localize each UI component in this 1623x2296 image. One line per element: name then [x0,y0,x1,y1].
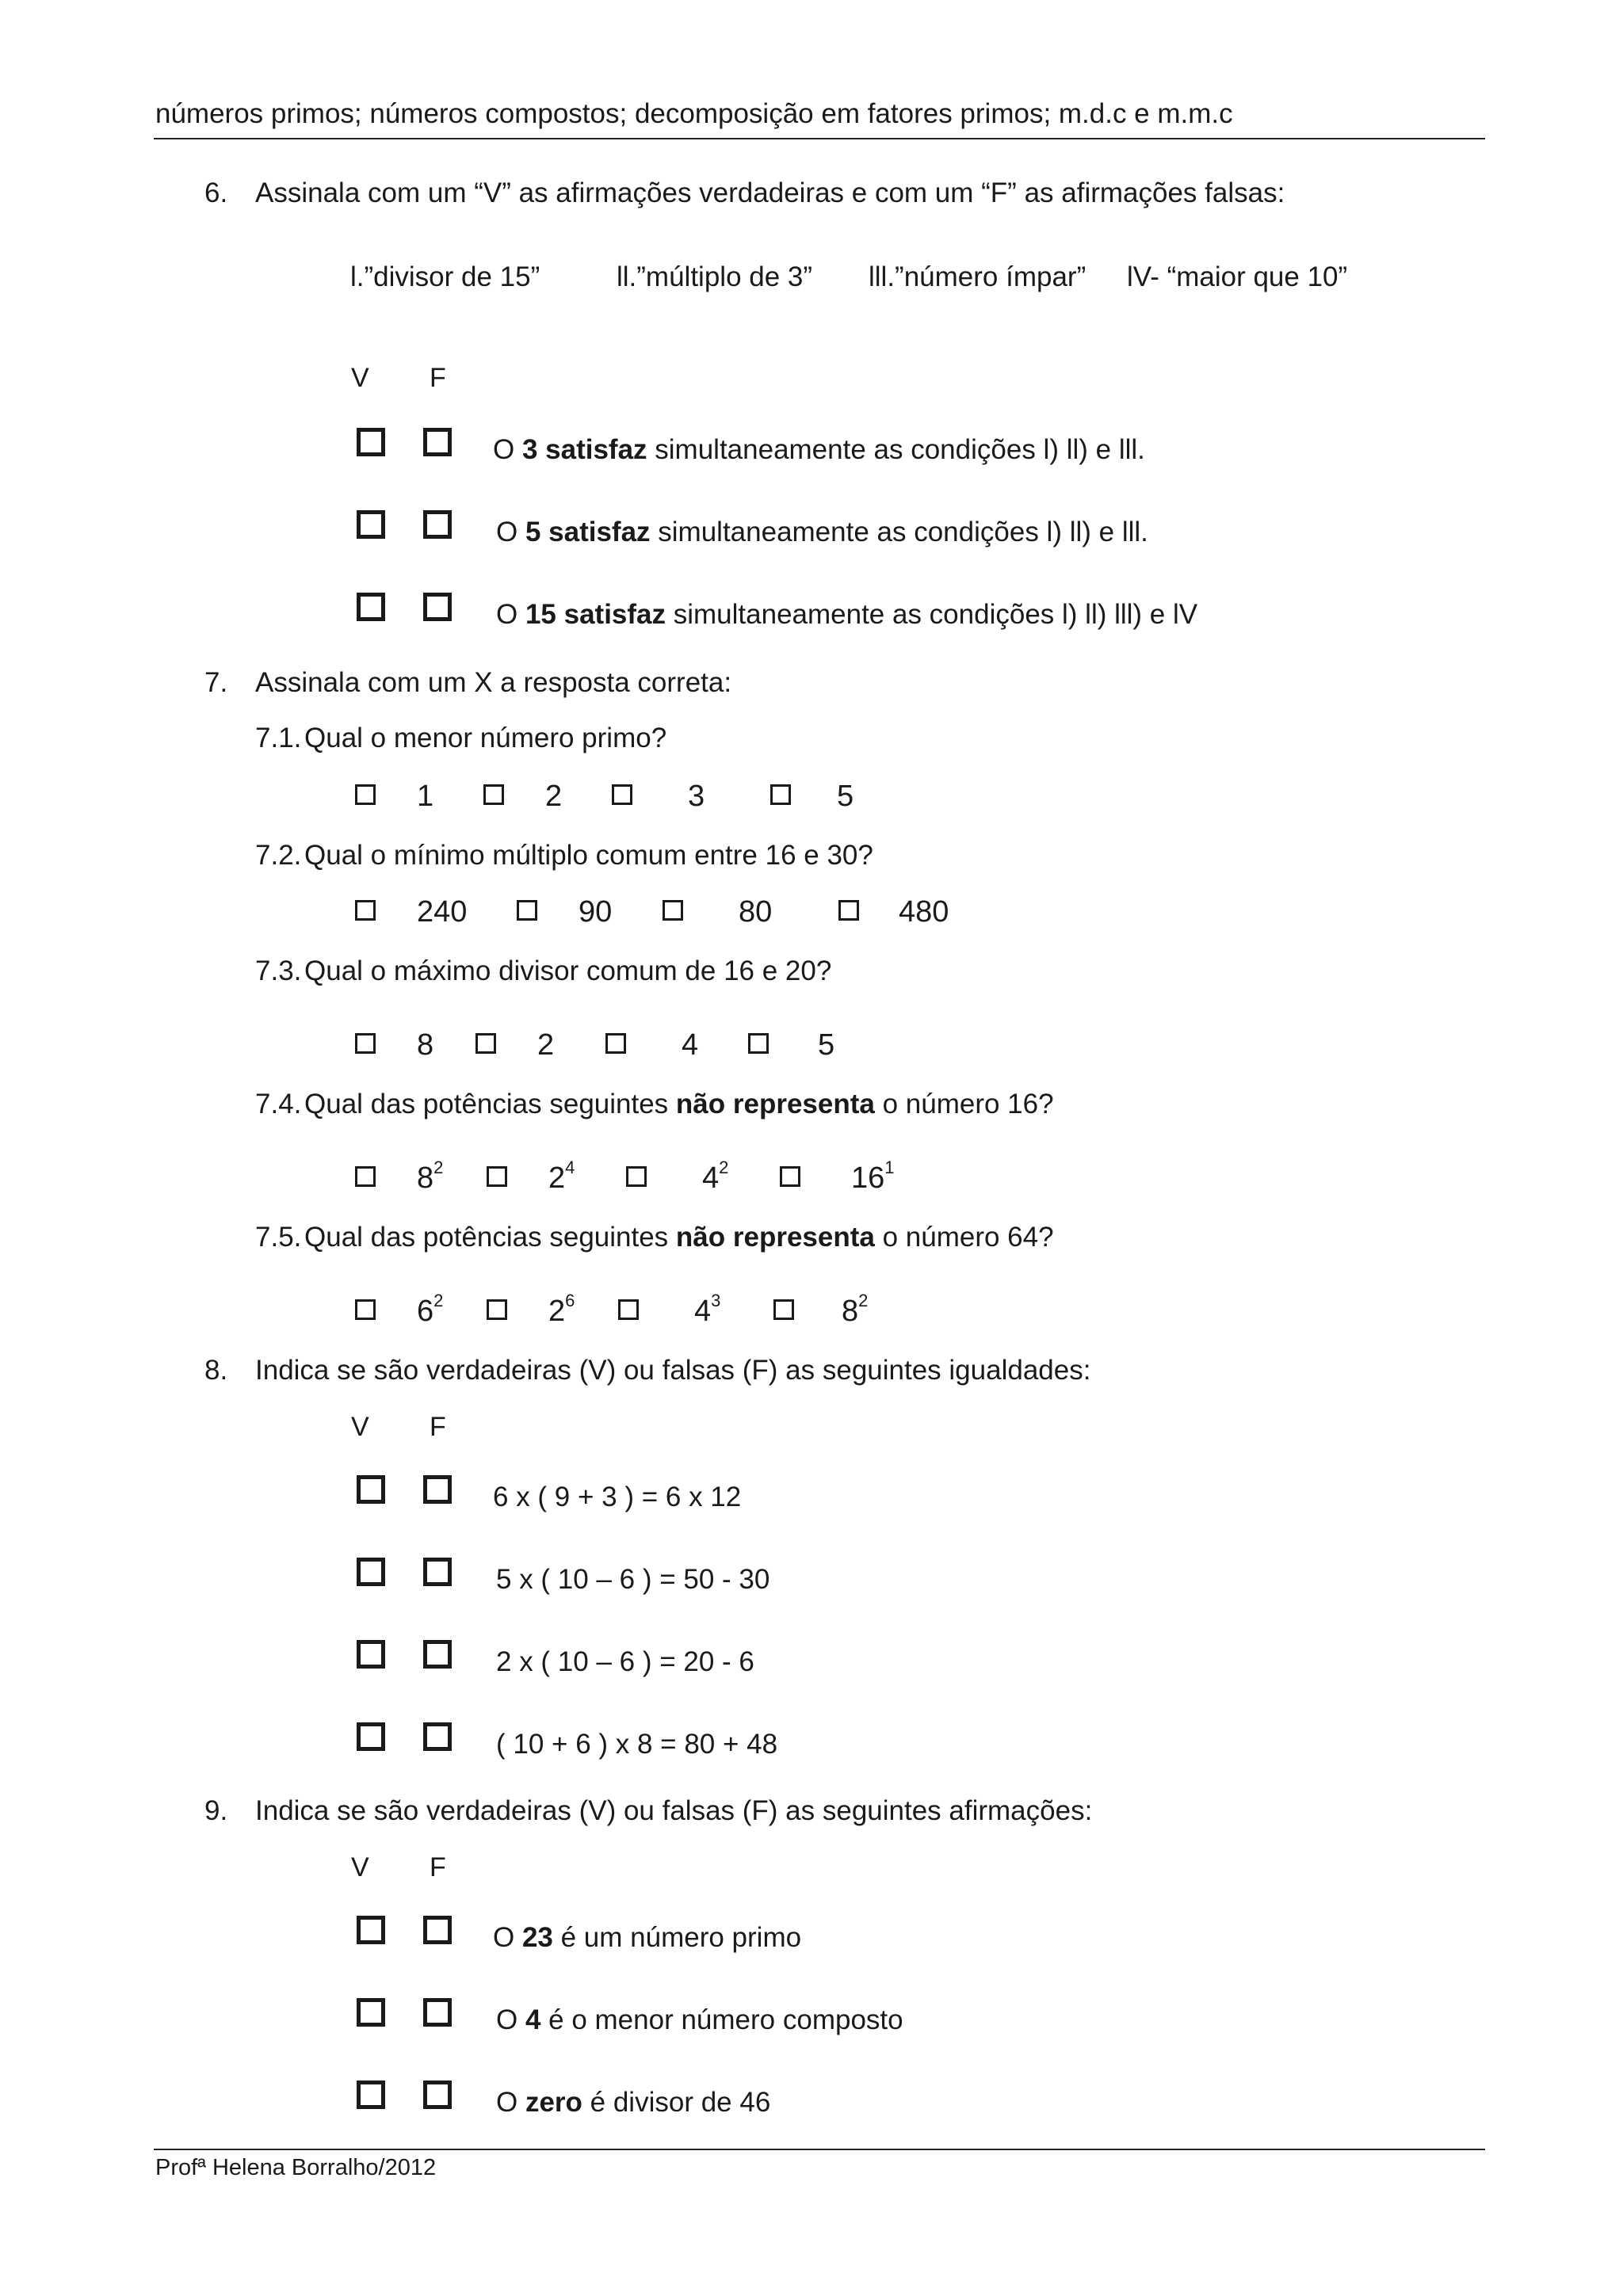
q7-3-option-3-checkbox[interactable] [605,1033,626,1054]
q9-statement-2: O 4 é o menor número composto [496,2004,903,2035]
q9-s3-f-checkbox[interactable] [423,2081,452,2109]
q7-1-option-2: 2 [545,780,563,813]
q7-4-option-2: $2^4$ [548,1158,575,1195]
q7-4-option-1-checkbox[interactable] [355,1166,376,1187]
q7-5-option-2: $2^6$ [548,1291,575,1328]
q9-statement-1: O 23 é um número primo [493,1922,802,1953]
q7-1-option-3: 3 [688,780,705,813]
q7-5-option-1: $6^2$ [417,1291,444,1328]
q6-text: Assinala com um “V” as afirmações verdadeiras e com um “F” as afirmações falsas: [255,177,1285,208]
q7-1-option-3-checkbox[interactable] [612,784,632,805]
q7-3-question: Qual o máximo divisor comum de 16 e 20? [304,955,832,986]
q6-s3-v-checkbox[interactable] [357,593,385,621]
q7-4-number: 7.4. [255,1089,302,1119]
q7-2-option-1-checkbox[interactable] [355,900,376,921]
q6-v-label: V [351,363,369,393]
q7-text: Assinala com um X a resposta correta: [255,667,732,698]
q7-5-option-3-checkbox[interactable] [618,1299,639,1320]
q6-s1-f-checkbox[interactable] [423,428,452,456]
q7-1-number: 7.1. [255,723,302,753]
q9-s2-v-checkbox[interactable] [357,1998,385,2027]
q7-number: 7. [204,667,228,698]
q7-2-option-1: 240 [417,895,468,929]
footer-rule [154,2149,1485,2150]
q8-statement-3: 2 x ( 10 – 6 ) = 20 - 6 [496,1646,754,1677]
q7-3-option-2-checkbox[interactable] [475,1033,496,1054]
q7-3-option-4: 5 [818,1028,835,1062]
q6-s2-f-checkbox[interactable] [423,510,452,539]
q8-statement-4: ( 10 + 6 ) x 8 = 80 + 48 [496,1729,778,1760]
q7-5-option-2-checkbox[interactable] [487,1299,507,1320]
q7-4-option-4-checkbox[interactable] [780,1166,800,1187]
q8-s2-f-checkbox[interactable] [423,1558,452,1586]
q9-v-label: V [351,1852,369,1882]
q8-statement-2: 5 x ( 10 – 6 ) = 50 - 30 [496,1564,770,1595]
q7-2-option-4: 480 [899,895,949,929]
q8-f-label: F [430,1412,446,1442]
q8-text: Indica se são verdadeiras (V) ou falsas (F) as seguintes igualdades: [255,1355,1091,1386]
q9-f-label: F [430,1852,446,1882]
q7-1-option-4: 5 [837,780,854,813]
q8-s4-f-checkbox[interactable] [423,1722,452,1751]
q7-4-option-4: $16^1$ [851,1158,895,1195]
q6-statement-3: O 15 satisfaz simultaneamente as condições l) ll) lll) e lV [496,599,1198,630]
q7-2-option-3-checkbox[interactable] [663,900,683,921]
q7-3-option-3: 4 [682,1028,699,1062]
q8-s2-v-checkbox[interactable] [357,1558,385,1586]
q7-4-option-1: $8^2$ [417,1158,444,1195]
q6-s1-v-checkbox[interactable] [357,428,385,456]
q8-statement-1: 6 x ( 9 + 3 ) = 6 x 12 [493,1482,742,1512]
header-title: números primos; números compostos; decomposição em fatores primos; m.d.c e m.m.c [155,98,1233,129]
q7-2-option-2: 90 [579,895,613,929]
q7-1-option-4-checkbox[interactable] [770,784,791,805]
q7-4-option-2-checkbox[interactable] [487,1166,507,1187]
q6-condition-3: lll.”número ímpar” [869,261,1086,292]
q7-2-number: 7.2. [255,840,302,871]
q7-4-option-3: $4^2$ [702,1158,729,1195]
q7-5-option-3: $4^3$ [694,1291,721,1328]
q7-5-number: 7.5. [255,1222,302,1253]
q9-s1-f-checkbox[interactable] [423,1916,452,1944]
q6-s2-v-checkbox[interactable] [357,510,385,539]
q9-s1-v-checkbox[interactable] [357,1916,385,1944]
q7-5-option-1-checkbox[interactable] [355,1299,376,1320]
q6-statement-1: O 3 satisfaz simultaneamente as condições l) ll) e lll. [493,434,1145,465]
q7-4-option-3-checkbox[interactable] [626,1166,647,1187]
q7-3-option-1-checkbox[interactable] [355,1033,376,1054]
q7-3-option-2: 2 [537,1028,555,1062]
q6-number: 6. [204,177,228,208]
q8-s1-v-checkbox[interactable] [357,1475,385,1504]
q9-s3-v-checkbox[interactable] [357,2081,385,2109]
q7-1-question: Qual o menor número primo? [304,723,667,753]
header-rule [154,138,1485,139]
q8-number: 8. [204,1355,228,1386]
q6-f-label: F [430,363,446,393]
q8-s3-f-checkbox[interactable] [423,1640,452,1669]
footer-author: Profª Helena Borralho/2012 [155,2155,437,2180]
q6-statement-2: O 5 satisfaz simultaneamente as condições l) ll) e lll. [496,517,1148,547]
q8-s3-v-checkbox[interactable] [357,1640,385,1669]
q7-1-option-1: 1 [417,780,434,813]
q8-v-label: V [351,1412,369,1442]
q7-3-number: 7.3. [255,955,302,986]
q6-condition-1: l.”divisor de 15” [350,261,540,292]
q7-5-question: Qual das potências seguintes não representa o número 64? [304,1222,1054,1253]
q9-statement-3: O zero é divisor de 46 [496,2087,771,2118]
q6-condition-4: lV- “maior que 10” [1127,261,1348,292]
q8-s4-v-checkbox[interactable] [357,1722,385,1751]
q7-2-question: Qual o mínimo múltiplo comum entre 16 e 30? [304,840,873,871]
q7-2-option-3: 80 [739,895,773,929]
q7-4-question: Qual das potências seguintes não representa o número 16? [304,1089,1054,1119]
q7-3-option-1: 8 [417,1028,434,1062]
q7-5-option-4: $8^2$ [842,1291,869,1328]
q7-3-option-4-checkbox[interactable] [748,1033,769,1054]
q7-2-option-2-checkbox[interactable] [517,900,537,921]
q6-s3-f-checkbox[interactable] [423,593,452,621]
q7-1-option-2-checkbox[interactable] [483,784,504,805]
q8-s1-f-checkbox[interactable] [423,1475,452,1504]
q7-2-option-4-checkbox[interactable] [838,900,859,921]
q7-5-option-4-checkbox[interactable] [773,1299,794,1320]
q9-number: 9. [204,1795,228,1826]
q9-s2-f-checkbox[interactable] [423,1998,452,2027]
q6-condition-2: ll.”múltiplo de 3” [617,261,813,292]
q9-text: Indica se são verdadeiras (V) ou falsas (F) as seguintes afirmações: [255,1795,1093,1826]
q7-1-option-1-checkbox[interactable] [355,784,376,805]
